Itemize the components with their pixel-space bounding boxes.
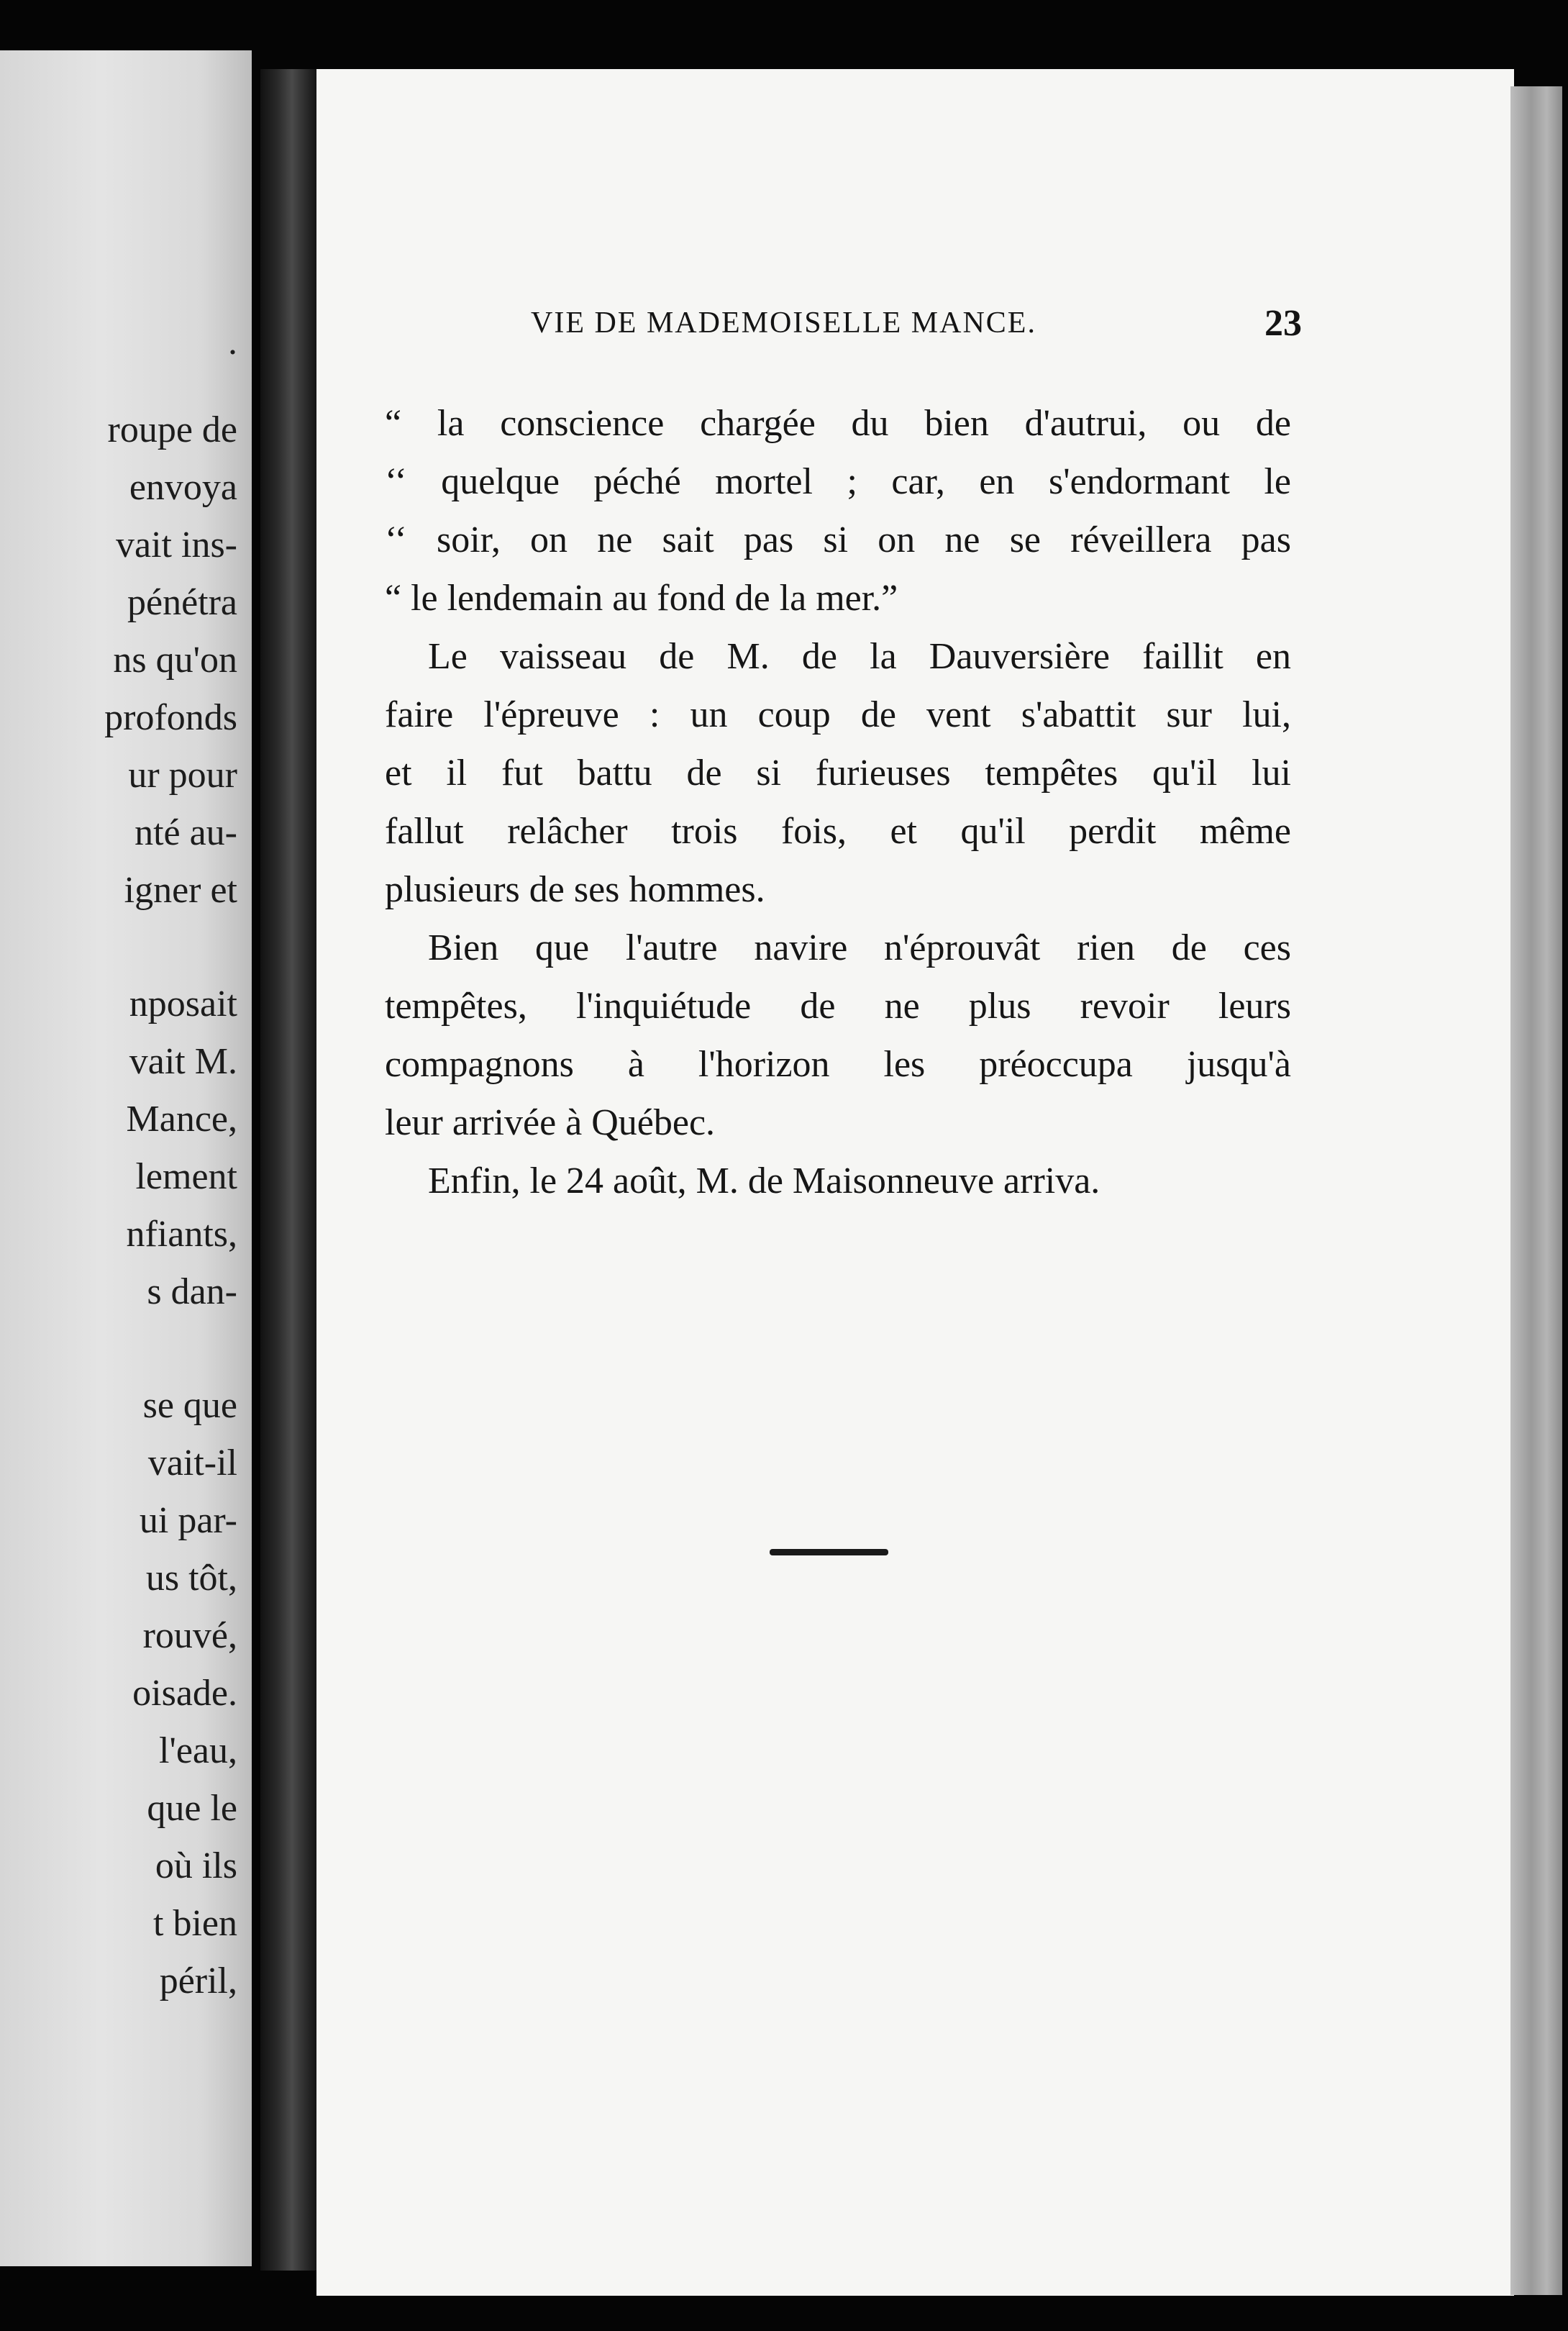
left-line: ur pour [128, 755, 237, 796]
text-line: Le vaisseau de M. de la Dauversière faillit en [428, 636, 1291, 677]
left-line: pénétra [127, 582, 237, 623]
text-line: ‘‘ quelque péché mortel ; car, en s'endormant le [385, 461, 1291, 502]
left-line: igner et [124, 870, 237, 911]
left-line: Mance, [126, 1099, 237, 1140]
left-line: nposait [129, 983, 237, 1024]
text-line: compagnons à l'horizon les préoccupa jusqu'à [385, 1044, 1291, 1085]
left-line: se que [142, 1385, 237, 1426]
text-line: “ la conscience chargée du bien d'autrui, ou de [385, 403, 1291, 444]
left-line: us tôt, [145, 1558, 237, 1599]
page-number: 23 [1264, 303, 1302, 344]
left-line: ns qu'on [113, 640, 237, 681]
running-head: VIE DE MADEMOISELLE MANCE. [531, 306, 1036, 340]
left-line: . [228, 322, 237, 363]
left-line: profonds [104, 697, 237, 738]
left-line: s dan- [147, 1271, 237, 1312]
text-line: “ le lendemain au fond de la mer.” [385, 578, 898, 619]
left-page [0, 50, 252, 2266]
left-line: vait ins- [116, 524, 237, 565]
text-line: plusieurs de ses hommes. [385, 869, 765, 910]
end-rule [770, 1549, 888, 1555]
left-line: l'eau, [159, 1730, 237, 1771]
text-line: Enfin, le 24 août, M. de Maisonneuve arriva. [428, 1160, 1100, 1201]
left-line: nfiants, [126, 1214, 237, 1255]
left-line: que le [147, 1788, 237, 1829]
left-line: où ils [155, 1845, 237, 1886]
left-line: roupe de [107, 409, 237, 450]
text-line: faire l'épreuve : un coup de vent s'abattit sur lui, [385, 694, 1291, 735]
left-line: ui par- [139, 1500, 237, 1541]
text-line: tempêtes, l'inquiétude de ne plus revoir leurs [385, 986, 1291, 1027]
text-line: Bien que l'autre navire n'éprouvât rien de ces [428, 927, 1291, 968]
text-line: leur arrivée à Québec. [385, 1102, 716, 1143]
left-page-text [0, 50, 252, 2266]
text-line: et il fut battu de si furieuses tempêtes qu'il lui [385, 753, 1291, 794]
left-line: nté au- [135, 812, 237, 853]
left-line: vait M. [129, 1041, 237, 1082]
left-line: rouvé, [142, 1615, 237, 1656]
left-line: envoya [129, 467, 237, 508]
body-text [385, 394, 1291, 1210]
left-line: oisade. [132, 1673, 237, 1714]
text-line: ‘‘ soir, on ne sait pas si on ne se réveillera pas [385, 519, 1291, 560]
book-binding [260, 69, 318, 2271]
left-line: lement [135, 1156, 237, 1197]
left-line: péril, [159, 1960, 237, 2001]
page-edge [1510, 86, 1562, 2295]
left-line: vait-il [147, 1442, 237, 1483]
left-line: t bien [153, 1903, 237, 1944]
text-line: fallut relâcher trois fois, et qu'il perdit même [385, 811, 1291, 852]
